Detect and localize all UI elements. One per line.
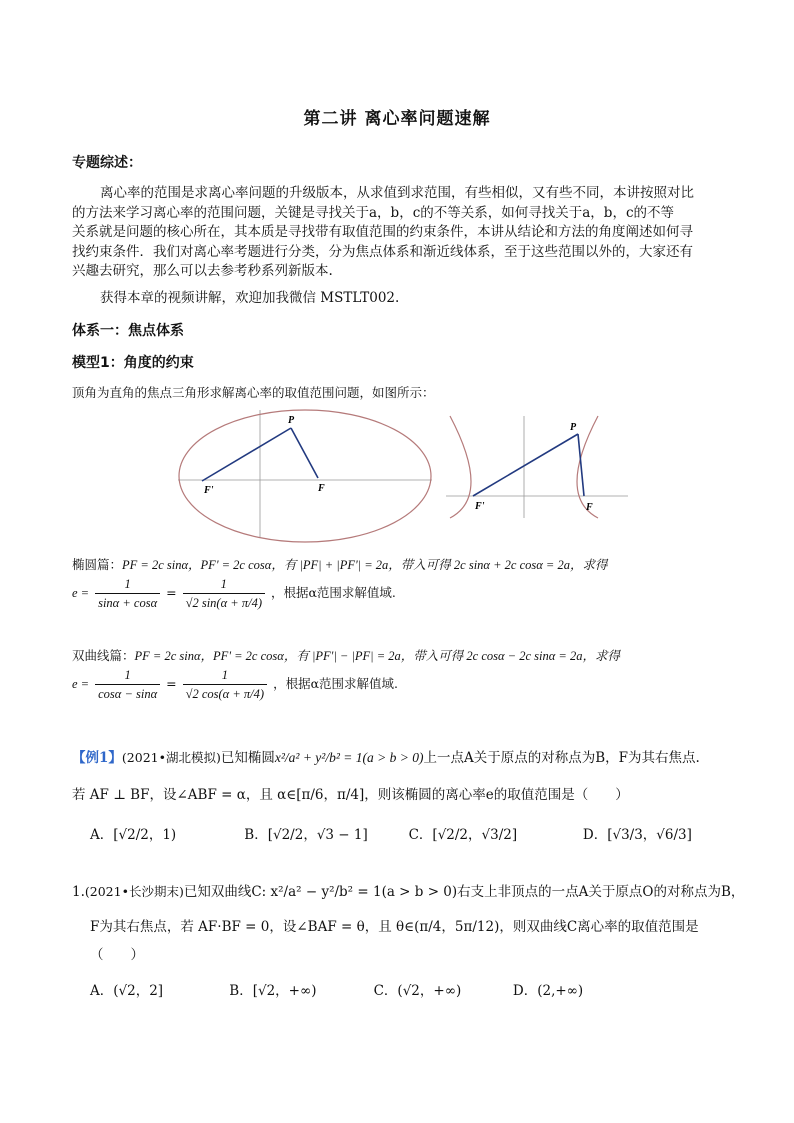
example1-stem-line2: 若 AF ⊥ BF，设∠ABF = α，且 α∈[π/6，π/4]，则该椭圆的离心率e的取值范围是（ ）: [72, 787, 629, 803]
point-f-label: F: [586, 502, 593, 513]
option-b[interactable]: B．[√2，+∞): [229, 983, 317, 999]
option-c[interactable]: C．(√2，+∞): [373, 983, 462, 999]
overview-line: 离心率的范围是求离心率问题的升级版本，从求值到求范围，有些相似，又有些不同，本讲按照对比: [100, 185, 694, 201]
problem-source: (2021•长沙期末): [84, 884, 184, 899]
ellipse-case-formula: e = $\frac{1}{\sin\alpha + \cos\alpha}$ = $\frac{1}{√2 \sin(\alpha + \pi/4)}$ ，根据α范围求解值域.: [72, 577, 396, 610]
ellipse-equation: x²/a² + y²/b² = 1(a > b > 0): [274, 750, 424, 765]
overview-heading: 专题综述：: [72, 155, 142, 171]
hyperbola-case-equation: PF = 2c sinα，PF' = 2c cosα，有 |PF'| − |PF| = 2a，带入可得 2c cosα − 2c sinα = 2a，求得: [134, 649, 620, 663]
overview-paragraph: [72, 184, 722, 282]
hyperbola-left-branch: [450, 416, 471, 518]
fraction: [183, 575, 265, 612]
overview-line: 的方法来学习离心率的范围问题，关键是寻找关于a，b，c的不等关系，如何寻找关于a，b，c的不等: [72, 204, 675, 221]
hyperbola-case-line1: [72, 646, 722, 664]
point-f-label: F: [318, 483, 325, 494]
example1-options: [90, 826, 730, 846]
example1-stem-line1: [72, 748, 732, 769]
ellipse-case-prefix: 椭圆篇：: [72, 557, 123, 572]
hyperbola-case-prefix: 双曲线篇：: [72, 648, 135, 663]
ellipse-case-line1: [72, 555, 722, 573]
denominator: sinα + cosα: [98, 596, 158, 610]
overview-line: 兴趣去研究，那么可以去参考秒系列新版本.: [72, 263, 333, 279]
numerator: 1: [183, 666, 267, 685]
option-a[interactable]: A．[√2/2，1): [90, 827, 177, 843]
fraction: [95, 666, 160, 703]
option-c[interactable]: C．[√2/2，√3/2]: [408, 827, 518, 843]
hyperbola-axes: [446, 416, 628, 518]
fraction: [183, 666, 267, 703]
problem-stem: 已知双曲线C: x²/a² − y²/b² = 1(a > b > 0)右支上非顶点的一点A关于原点O的对称点为B，: [183, 884, 745, 900]
denominator: √2 sin(α + π/4): [185, 596, 262, 610]
segment-pf: [291, 428, 318, 478]
numerator: 1: [95, 575, 160, 594]
ellipse-figure: [170, 404, 440, 544]
option-d[interactable]: D．(2,+∞): [512, 983, 584, 999]
example-stem-a: 已知椭圆: [220, 750, 275, 766]
example-tag: 【例1】: [72, 750, 122, 766]
option-b[interactable]: B．[√2/2，√3 − 1]: [244, 827, 368, 843]
segment-f1p: [202, 428, 291, 481]
option-a[interactable]: A．(√2，2]: [90, 983, 164, 999]
option-d[interactable]: D．[√3/3，√6/3]: [582, 827, 692, 843]
example-stem-b: 上一点A关于原点的对称点为B，F为其右焦点.: [423, 750, 700, 766]
ellipse-curve: [179, 410, 431, 542]
problem1-stem-line1: [72, 882, 745, 903]
denominator: cosα − sinα: [98, 687, 158, 701]
point-f1-label: F': [204, 485, 214, 496]
point-f1-label: F': [475, 501, 485, 512]
ellipse-case-tail: ，根据α范围求解值域.: [270, 585, 396, 600]
numerator: 1: [95, 666, 160, 685]
problem-number: 1.: [72, 884, 85, 900]
point-p-label: P: [570, 422, 577, 433]
e-label: e =: [72, 677, 90, 691]
segment-f1p: [473, 434, 578, 496]
model-heading: 模型1：角度的约束: [72, 355, 194, 371]
problem1-stem-line3: （ ）: [90, 947, 144, 963]
overview-line: 找约束条件．我们对离心率考题进行分类，分为焦点体系和渐近线体系，至于这些范围以外的，大家还有: [72, 243, 693, 260]
hyperbola-figure: [440, 412, 635, 522]
wechat-note: 获得本章的视频讲解，欢迎加我微信 MSTLT002.: [100, 290, 400, 306]
e-label: e =: [72, 586, 90, 600]
fraction: [95, 575, 160, 612]
problem1-stem-line2: F为其右焦点，若 AF·BF = 0，设∠BAF = θ，且 θ∈(π/4，5π/12)，则双曲线C离心率的取值范围是: [90, 919, 699, 935]
problem1-options: [90, 982, 730, 1002]
overview-line: 关系就是问题的核心所在，其本质是寻找带有取值范围的约束条件，本讲从结论和方法的角度阐述如何寻: [72, 224, 693, 240]
page-title: 第二讲 离心率问题速解: [303, 109, 491, 129]
ellipse-case-equation: PF = 2c sinα，PF' = 2c cosα，有 |PF| + |PF'| = 2a，带入可得 2c sinα + 2c cosα = 2a，求得: [122, 558, 608, 572]
numerator: 1: [183, 575, 265, 594]
point-p-label: P: [288, 415, 295, 426]
system-heading: 体系一：焦点体系: [72, 323, 184, 339]
hyperbola-case-formula: e = $\frac{1}{\cos\alpha - \sin\alpha}$ = $\frac{1}{√2 \cos(\alpha + \pi/4)}$ ，根据α范围求解值域.: [72, 668, 398, 701]
denominator: √2 cos(α + π/4): [185, 687, 265, 701]
example-source: (2021•湖北模拟): [121, 750, 221, 765]
hyperbola-case-tail: ，根据α范围求解值域.: [273, 676, 398, 691]
model-intro: 顶角为直角的焦点三角形求解离心率的取值范围问题，如图所示：: [72, 385, 435, 400]
